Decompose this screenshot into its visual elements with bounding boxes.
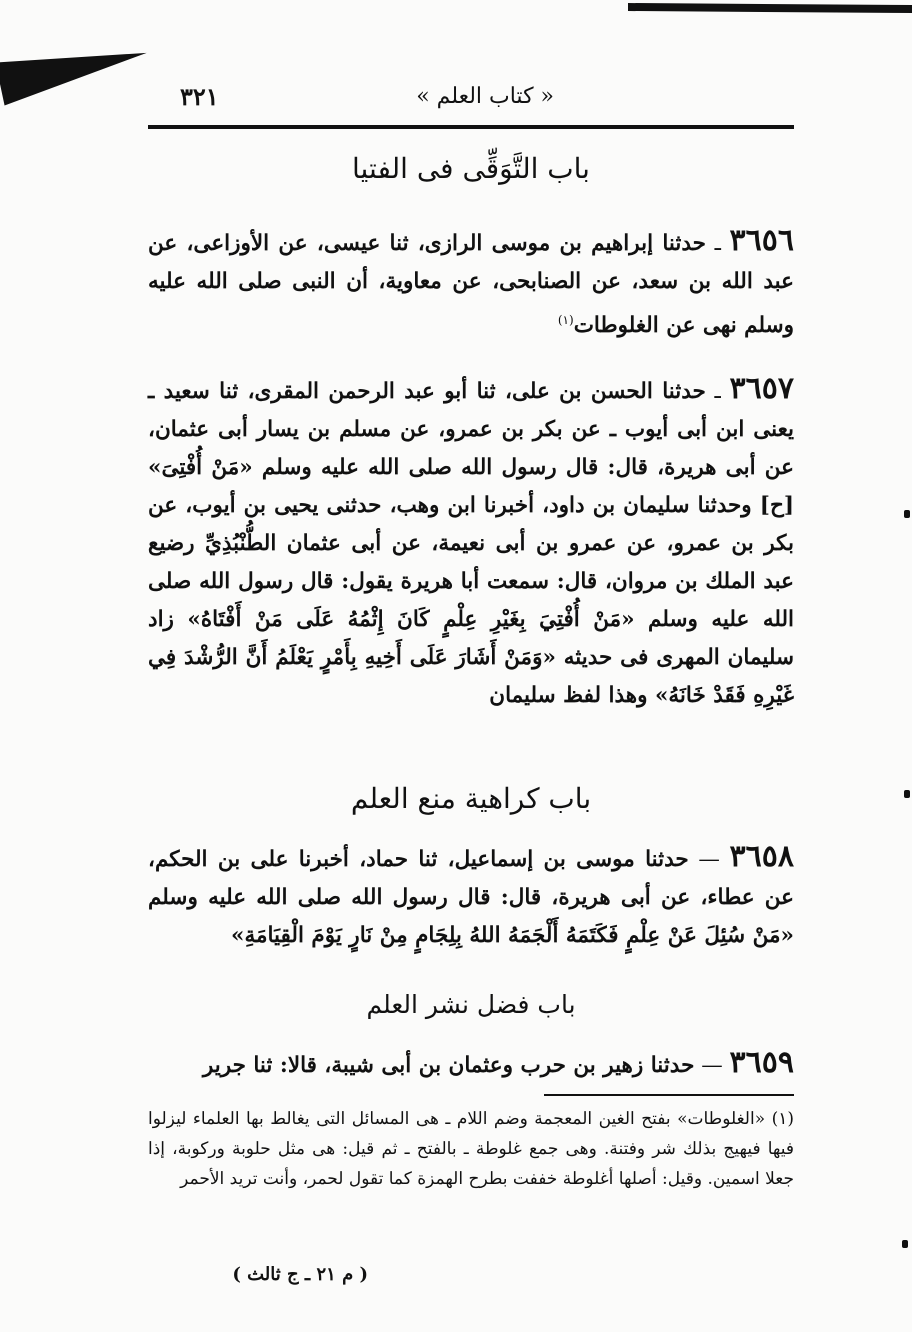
- section-title: باب فضل نشر العلم: [366, 990, 576, 1019]
- hadith-entry: [148, 222, 794, 345]
- footnote-rule: [544, 1094, 794, 1096]
- section-title: باب التَّوَقِّى فى الفتيا: [352, 152, 590, 185]
- page-header: [150, 80, 794, 120]
- running-title: « كتاب العلم »: [416, 84, 554, 109]
- hadith-entry: [148, 1044, 794, 1085]
- hadith-number: ٣٦٥٨: [729, 839, 794, 874]
- header-rule: [148, 125, 794, 129]
- footnote-marker: (١): [557, 313, 574, 327]
- footnote-marker: (١): [771, 1109, 794, 1129]
- page-number: ٣٢١: [180, 82, 219, 111]
- printer-signature: ( م ٢١ ـ ج ثالث ): [232, 1264, 368, 1285]
- hadith-dash: —: [694, 1053, 723, 1078]
- hadith-text: حدثنا زهير بن حرب وعثمان بن أبى شيبة، قالا: ثنا جرير: [202, 1053, 695, 1078]
- hadith-text: حدثنا إبراهيم بن موسى الرازى، ثنا عيسى، عن الأوزاعى، عن عبد الله بن سعد، عن الصنابحى، عن معاوية، أن النبى صلى الله عليه وسلم نهى عن الغلوطات: [148, 231, 794, 339]
- hadith-number: ٣٦٥٩: [729, 1045, 794, 1080]
- footnote-text: «الغلوطات» بفتح الغين المعجمة وضم اللام ـ هى المسائل التى يغالط بها العلماء ليزلوا فيها فيهيج بذلك شر وفتنة. وهى جمع غلوطة ـ بالفتح ـ ثم قيل: هى مثل حلوبة وركوبة، إذا جعلا اسمين. وقيل: أصلها أغلوطة خففت بطرح الهمزة كما تقول لحمر، وأنت تريد الأحمر: [148, 1109, 794, 1189]
- section-title: باب كراهية منع العلم: [350, 782, 592, 815]
- footnote: [148, 1104, 794, 1194]
- hadith-dash: ـ: [705, 379, 721, 404]
- hadith-entry: [148, 838, 794, 955]
- hadith-entry: [148, 370, 794, 715]
- hadith-text: حدثنا موسى بن إسماعيل، ثنا حماد، أخبرنا على بن الحكم، عن عطاء، عن أبى هريرة، قال: قال رسول الله صلى الله عليه وسلم «مَنْ سُئِلَ عَنْ عِلْمٍ فَكَتَمَهُ أَلْجَمَهُ اللهُ بِلِجَامٍ مِنْ نَارٍ يَوْمَ الْقِيَامَةِ»: [148, 847, 794, 948]
- hadith-number: ٣٦٥٦: [729, 223, 794, 258]
- hadith-dash: —: [688, 847, 720, 872]
- hadith-text: حدثنا الحسن بن على، ثنا أبو عبد الرحمن المقرى، ثنا سعيد ـ يعنى ابن أبى أيوب ـ عن بكر بن عمرو، عن مسلم بن يسار أبى عثمان، عن أبى هريرة، قال: قال رسول الله صلى الله عليه وسلم «مَنْ أُفْتِىَ» [ح] وحدثنا سليمان بن داود، أخبرنا ابن وهب، حدثنى يحيى بن أيوب، عن بكر بن عمرو، عن عمرو بن أبى نعيمة، عن أبى عثمان الطُّنْبُذِيِّ رضيع عبد الملك بن مروان، قال: سمعت أبا هريرة يقول: قال رسول الله صلى الله عليه وسلم «مَنْ أُفْتِيَ بِغَيْرِ عِلْمٍ كَانَ إِثْمُهُ عَلَى مَنْ أَفْتَاهُ» زاد سليمان المهرى فى حديثه «وَمَنْ أَشَارَ عَلَى أَخِيهِ بِأَمْرٍ يَعْلَمُ أَنَّ الرُّشْدَ فِي غَيْرِهِ فَقَدْ خَانَهُ» وهذا لفظ سليمان: [148, 379, 794, 708]
- hadith-number: ٣٦٥٧: [729, 371, 794, 406]
- hadith-dash: ـ: [705, 231, 721, 256]
